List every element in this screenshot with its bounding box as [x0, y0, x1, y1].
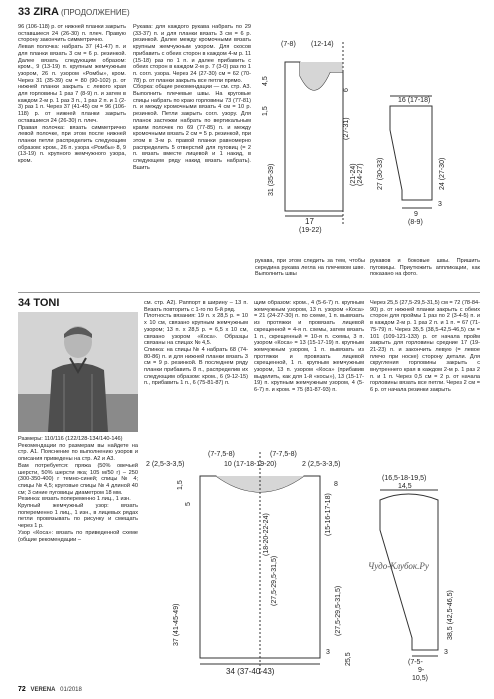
toni-back-side-label: 8 — [334, 481, 338, 488]
toni-back-top-label: (7-7,5-8) — [208, 451, 235, 458]
zira-front-side-label: 31 (35-39) — [268, 163, 275, 196]
toni-back-top-label: 2 (2,5-3-3,5) — [302, 461, 341, 468]
zira-text-col-4: рукавов и боковые швы. Пришить пуговицы. Приутюжить аппликации, как показано на фото. — [370, 258, 480, 278]
toni-back-diagram — [144, 446, 360, 682]
section-divider — [18, 292, 480, 293]
zira-front-side-label: (24-27) — [357, 163, 364, 186]
toni-back-side-label: (27,5-29,5-31,5) — [335, 585, 342, 636]
toni-back-side-label: 37 (41-45-49) — [173, 603, 180, 646]
zira-front-side-label: (21-24) — [350, 163, 357, 186]
pattern-heading-toni: 34 TONI — [18, 297, 60, 309]
zira-front-diagram — [255, 36, 365, 236]
zira-front-width-label: (19-22) — [299, 227, 322, 234]
toni-sleeve-diagram — [368, 470, 480, 682]
zira-sleeve-top-label: 16 (17-18) — [398, 97, 431, 104]
toni-back-width-label: 34 (37-40-43) — [226, 667, 275, 676]
toni-text-col-2: см. стр. А2). Раппорт в ширину – 13 п. Вязать повторить с 1-го по 6-й ряд. Плотность вязания: 19 п. х 28,5 р. = 10 х 10 см, связано крупным жемчужным узором; 13 п. х 28,5 р. = 6,5 х 10 см, связано узором «Коса». Образцы связаны на спицах № 4,5. Спинка: на спицы № 4 набрать 68 (74-80-86) п. и для нижней планки вязать 3 см = 9 р. резинкой. В последнем ряду планки прибавить 8 п., распределив их следующим образом: кром., 6 (9-12-15) п., прибавить 1 п., 6 (75-81-87) п. — [144, 300, 248, 387]
toni-sleeve-top-label: 14,5 — [398, 483, 412, 490]
zira-sleeve-side-label: 24 (27-30) — [439, 157, 446, 190]
toni-text-col-1: Размеры: 110/116 (122/128-134/140-146) Рекомендации по размерам вы найдете на стр. А1. Пояснение по выполнению узоров и описания приведены на стр. А2 и А3. Вам потребуется: пряжа (50% овечьей шерсти, 50% шерсти яка; 105 м/50 г) – 250 (300-350-400) г темно-синей; спицы № 4; спицы № 4,5; круговые спицы № 4 длиной 40 см; 3 синие пуговицы диаметром 18 мм. Резинка: вязать попеременно 1 лиц., 1 изн. Крупный жемчужный узор: вязать попеременно 1 лиц., 1 изн., в лицевых рядах петли провязывать по рисунку и смещать через 1 р. Узор «Коса»: вязать по приведенной схеме (общие рекомендации – — [18, 436, 138, 543]
zira-sleeve-width-label: 9 — [414, 211, 418, 218]
issue-label: 01/2018 — [60, 687, 82, 693]
toni-sleeve-width-label: 10,5) — [412, 675, 428, 682]
toni-back-side-label: (15-16-17-18) — [325, 493, 332, 536]
toni-back-top-label: 2 (2,5-3-3,5) — [146, 461, 185, 468]
toni-back-top-label: (7-7,5-8) — [270, 451, 297, 458]
zira-sleeve-width-label: (8-9) — [408, 219, 423, 226]
toni-back-side-label: 5 — [185, 502, 192, 506]
toni-text-col-4: Через 25,5 (27,5-29,5-31,5) см = 72 (78-84-90) р. от нижней планки закрыть с обеих сторон для проймы 1 раз по 2 (3-4-5) п. и в каждом 2-м р. 1 раз 2 п. и 1 п. = 67 (71-75-79) п. Через 35,5 (38,5-42,5-46,5) см = 101 (109-121-133) р. от начала пройм закрыть для горловины средние 17 (19-21-23) п. и закончить левую (= левое плечо при носке) сторону детали. Для скругления горловины закрыть с внутреннего края в каждом 2-м р. 1 раз 2 п. и 1 п. Через 0,5 см = 2 р. от начала горловины вязать все петли. Через 2 см = 6 р. от начала резинки закрыть — [370, 300, 480, 394]
zira-sleeve-diagram — [372, 90, 482, 230]
zira-text-col-1: 96 (106-118) р. от нижней планки закрыть оставшиеся 24 (26-30) п. плеч. Правую сторону закончить симметрично. Левая полочка: набрать 37 (41-47) п. и для планки вязать 3 см = 6 р. резинкой. Далее вязать следующим образом: кром., 9 (13-19) п. крупным жемчужным узором, 26 п. узором «Ромбы», кром. Через 31 (35-39) см = 80 (90-102) р. от нижней планки закрыть с левого края для горловины 1 раз 7 (8-9) п. и затем в каждом 2-м р. 1 раз 3 п., 1 раз 2 п. и 1 (2-3) раз 1 п. Через 37 (41-45) см = 96 (106-118) р. от нижней планки закрыть оставшиеся 24 (26-30) п. плеч. Правая полочка: вязать симметрично левой полочке, при этом после нижней планки петли распределить следующим образом: кром., 26 п. узора «Ромбы» 8, 9 (13-19) п. крупного жемчужного узора, кром. — [18, 24, 126, 165]
zira-front-side-label: 1,5 — [262, 106, 269, 116]
toni-back-side-label: 1,5 — [177, 480, 184, 490]
zira-front-side-label: 4,5 — [262, 76, 269, 86]
toni-sleeve-top-label: (16,5-18-19,5) — [382, 475, 427, 482]
page-footer — [18, 686, 82, 693]
zira-front-top-label: (7-8) — [281, 41, 296, 48]
zira-text-col-3: рукава, при этом следить за тем, чтобы середина рукава легла на плечевом шве. Выполнить швы — [255, 258, 365, 278]
toni-sleeve-width-label: (7-5- — [408, 659, 423, 666]
toni-sleeve-side-label: 3 — [444, 649, 448, 656]
model-photo — [18, 312, 138, 432]
toni-text-col-3: щим образом: кром., 4 (5-6-7) п. крупным жемчужным узором, 13 п. узором «Коса» = 21 (24-27-30) п. по схеме, 1 п. вывязать из протяжки и провязать лицевой скрещенной = 4-я п. схемы, затем вязать 1 п., скрещенный = 10-я п. схемы, 3 п. узором «Коса» = 13 (15-17-19) п. крупным жемчужным узором, 1 п. вывязать из протяжки и провязать лицевой скрещенной, 1 п. крупным жемчужным узором, 13 п. узором «Коса» (прибавив выделить, как для 1-й «косы»), 13 (15-17-19) п. крупным жемчужным узором, 4 (5-6-7) п. и кром. = 75 (81-87-93) п. — [254, 300, 364, 394]
toni-back-side-label: (27,5-29,5-31,5) — [271, 555, 278, 606]
page-number: 72 — [18, 686, 26, 693]
zira-text-col-2: Рукава: для каждого рукава набрать по 29 (33-37) п. и для планки вязать 3 см = 6 р. резинкой. Далее между кромочными вязать крупным жемчужным узором. Для скосов прибавить с обеих сторон в каждом 4-м р. 11 (15-18) раз по 1 п. и далее прибавить с обеих сторон в каждом 2-м р. 7 (3-0) раз по 1 п. согл. узора. Через 24 (27-30) см = 62 (70-78) р. от планки закрыть все петли прямо. Сборка: общие рекомендации — см. стр. А3. Выполнить плечевые швы. На круговые спицы набрать по краю горловины 73 (77-81) п. и между кромочными вязать 4 см = 10 р. резинкой. Петли закрыть согл. узору. Для планок застежки набрать по вертикальным краям полочек по 69 (77-85) п. и между кромочными вязать 2 см = 5 р. резинкой, при этом в 3-м р. правой планки равномерно распределить 5 отверстий для пуговиц (= 2 п. вязать вместе лицевой и 1 накид, в следующем ряду накид вязать набрать). Вшить — [133, 24, 251, 171]
toni-back-side-label: 25,5 — [345, 652, 352, 666]
pattern-heading-zira: 33 ZIRA (ПРОДОЛЖЕНИЕ) — [18, 6, 130, 18]
zira-sleeve-side-label: 27 (30-33) — [377, 157, 384, 190]
toni-back-side-label: 3 — [326, 649, 330, 656]
watermark: Чудо-Клубок.Ру — [368, 561, 429, 571]
zira-front-top-label: (12-14) — [311, 41, 334, 48]
zira-front-side-label: 6 — [343, 88, 350, 92]
zira-sleeve-side-label: 3 — [438, 201, 442, 208]
toni-back-top-label: 10 (17-18-19-20) — [224, 461, 277, 468]
toni-sleeve-side-label: 38,5 (42,5-46,5) — [447, 590, 454, 640]
brand-name: VERENA — [30, 687, 56, 693]
toni-sleeve-width-label: 9- — [418, 667, 425, 674]
zira-front-width-label: 17 — [305, 217, 314, 226]
zira-front-side-label: (27-31) — [343, 117, 350, 140]
toni-back-side-label: (18-20-22-24) — [263, 513, 270, 556]
